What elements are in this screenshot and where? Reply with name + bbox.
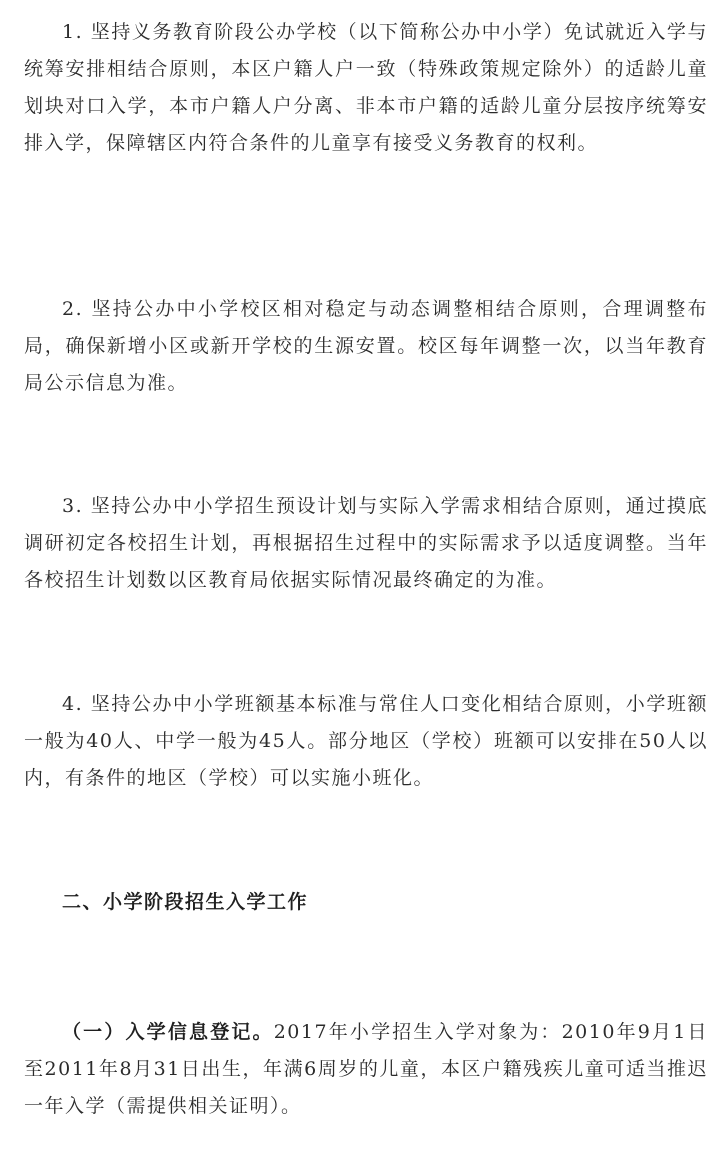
paragraph-principle-2: 2. 坚持公办中小学校区相对稳定与动态调整相结合原则，合理调整布局，确保新增小区或新开学校的生源安置。校区每年调整一次，以当年教育局公示信息为准。 bbox=[24, 298, 708, 394]
paragraph-principle-1: 1. 坚持义务教育阶段公办学校（以下简称公办中小学）免试就近入学与统筹安排相结合原则，本区户籍人户一致（特殊政策规定除外）的适龄儿童划块对口入学，本市户籍人户分离、非本市户籍的适龄儿童分层按序统筹安排入学，保障辖区内符合条件的儿童享有接受义务教育的权利。 bbox=[24, 21, 708, 154]
section-heading: 二、小学阶段招生入学工作 bbox=[62, 891, 309, 913]
paragraph-enrollment-registration bbox=[24, 1014, 708, 1125]
paragraph-principle-3: 3. 坚持公办中小学招生预设计划与实际入学需求相结合原则，通过摸底调研初定各校招生计划，再根据招生过程中的实际需求予以适度调整。当年各校招生计划数以区教育局依据实际情况最终确定的为准。 bbox=[24, 495, 708, 591]
subsection-lead: （一）入学信息登记。 bbox=[62, 1021, 274, 1043]
subsection-text: 2017年小学招生入学对象为：2010年9月1日至2011年8月31日出生，年满6周岁的儿童，本区户籍残疾儿童可适当推迟一年入学（需提供相关证明）。 bbox=[24, 1021, 708, 1117]
paragraph-principle-4: 4. 坚持公办中小学班额基本标准与常住人口变化相结合原则，小学班额一般为40人、中学一般为45人。部分地区（学校）班额可以安排在50人以内，有条件的地区（学校）可以实施小班化。 bbox=[24, 693, 708, 789]
